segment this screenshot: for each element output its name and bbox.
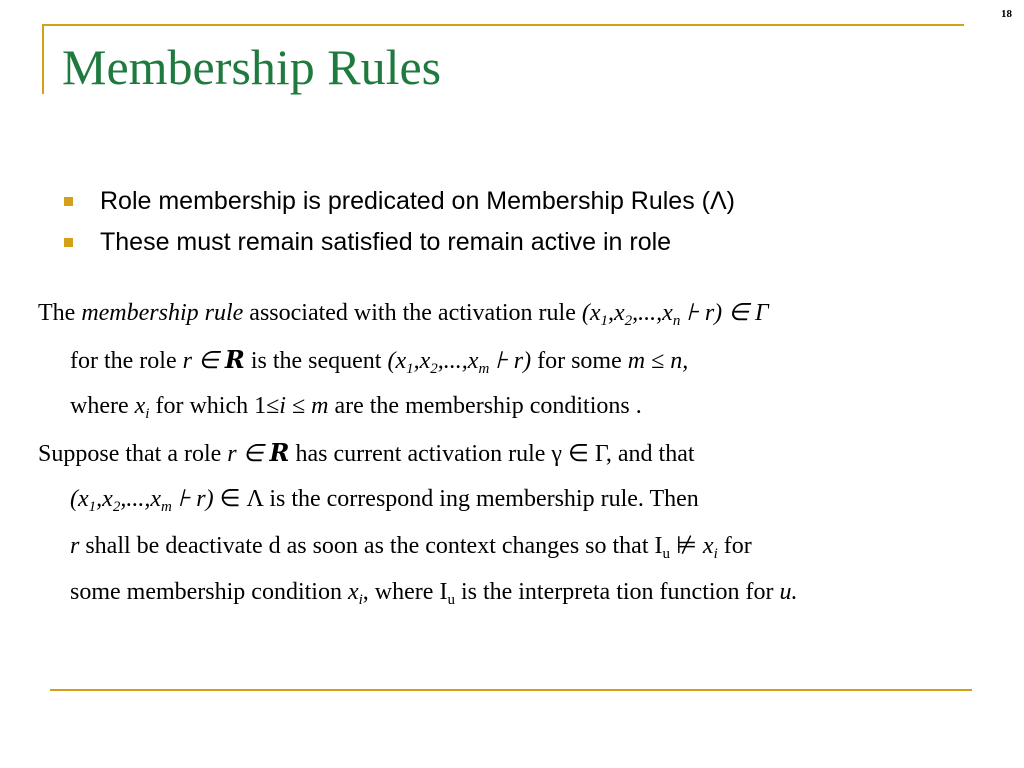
interpretation-symbol xyxy=(439,579,455,608)
formula-part: ,x xyxy=(608,300,625,326)
text: , where xyxy=(362,579,434,605)
frame-left-rule xyxy=(42,24,44,94)
text: ∈ Λ is the correspond ing membership rule. Then xyxy=(219,486,699,512)
bullet-text: Role membership is predicated on Membership Rules (Λ) xyxy=(100,187,736,215)
subscript: 1 xyxy=(406,360,414,377)
text: some membership condition xyxy=(70,579,342,605)
formula-part: ⊦ r) ∈ Γ xyxy=(686,300,769,326)
not-models-symbol: ⊭ xyxy=(676,532,697,559)
subscript: m xyxy=(478,360,490,377)
subscript: u xyxy=(447,592,455,608)
square-bullet-icon xyxy=(64,197,73,206)
formula: m ≤ n, xyxy=(627,347,689,374)
role-symbol: r ∈ R xyxy=(182,344,245,374)
formula: r xyxy=(70,532,80,559)
text: The xyxy=(38,300,76,326)
formula: u. xyxy=(779,579,798,605)
formula: $x_i$ xyxy=(134,393,150,422)
formula: $x_i$ xyxy=(702,532,718,562)
body-line-1 xyxy=(38,292,998,339)
frame-top-rule xyxy=(42,24,964,26)
bullet-list xyxy=(62,182,735,264)
subscript: 2 xyxy=(112,499,121,515)
formula: ($x_1,x_2,...,x_m$ ⊦ r) xyxy=(387,347,532,377)
text: Suppose that a role xyxy=(38,440,222,467)
text: are the membership conditions . xyxy=(334,393,642,419)
text: has current activation rule xyxy=(295,440,546,467)
bullet-item xyxy=(62,182,735,223)
bullet-text: These must remain satisfied to remain active in role xyxy=(100,228,672,256)
text: associated with the activation rule xyxy=(249,300,576,326)
formula-part: (x xyxy=(581,300,601,326)
text: is the interpreta tion function for xyxy=(460,579,774,605)
slide-title: Membership Rules xyxy=(62,39,442,95)
formula: γ ∈ Γ, and that xyxy=(551,440,695,467)
body-line-6 xyxy=(38,525,998,572)
term-membership-rule: membership rule xyxy=(81,300,244,326)
body-line-2 xyxy=(38,339,998,386)
subscript: u xyxy=(662,545,670,562)
subscript: 1 xyxy=(600,313,609,329)
formula: i ≤ m xyxy=(279,393,329,419)
formula-part: ,...,x xyxy=(632,300,673,326)
subscript: n xyxy=(672,313,681,329)
subscript: i xyxy=(145,406,150,422)
subscript: i xyxy=(358,592,363,608)
text: shall be deactivate d as soon as the context changes so that xyxy=(85,532,649,559)
subscript: 1 xyxy=(88,499,97,515)
text: for xyxy=(723,532,752,559)
page-number: 18 xyxy=(1001,8,1012,20)
text: for some xyxy=(537,347,622,374)
formula: $x_i$ xyxy=(347,579,363,608)
bullet-item xyxy=(62,223,735,264)
square-bullet-icon xyxy=(64,238,73,247)
body-line-5 xyxy=(38,478,998,525)
frame-bottom-rule xyxy=(50,689,972,691)
subscript: m xyxy=(160,499,172,515)
formula-part: I xyxy=(654,532,663,559)
definition-body xyxy=(38,292,998,618)
subscript: 2 xyxy=(624,313,633,329)
formula: ($x_1,x_2,...,x_m$ ⊦ r) xyxy=(70,486,214,515)
roles-set-symbol: R xyxy=(269,437,290,467)
interpretation-symbol xyxy=(654,532,671,562)
text: where xyxy=(70,393,129,419)
roles-set-symbol: R xyxy=(224,344,245,374)
subscript: 2 xyxy=(430,360,438,377)
formula-part: I xyxy=(439,579,448,605)
subscript: i xyxy=(713,545,718,562)
text: for which 1≤ xyxy=(155,393,280,419)
body-line-3 xyxy=(38,385,998,432)
text: is the sequent xyxy=(250,347,382,374)
text: for the role xyxy=(70,347,177,374)
body-line-7 xyxy=(38,571,998,618)
formula xyxy=(581,300,769,329)
body-line-4 xyxy=(38,432,998,479)
role-symbol: r ∈ R xyxy=(227,437,290,467)
